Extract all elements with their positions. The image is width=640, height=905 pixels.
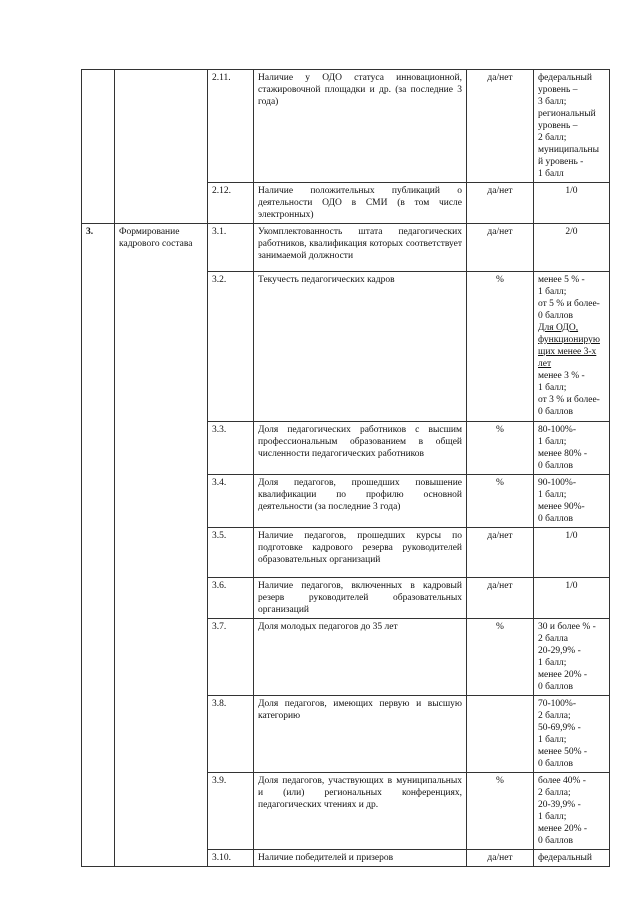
table-row [82, 224, 610, 272]
score-line: 80-100%- [538, 425, 576, 435]
unit-cell: % [467, 475, 534, 528]
score-line: 90-100%- [538, 478, 576, 488]
unit-cell: да/нет [467, 528, 534, 578]
score-line: менее 80% - [538, 449, 588, 459]
score-cell: 1/0 [534, 528, 610, 578]
unit-cell: % [467, 422, 534, 475]
score-cell: федеральный [534, 850, 610, 867]
item-number: 3.7. [208, 619, 254, 696]
score-line: от 3 % и более- [538, 395, 600, 405]
item-number: 3.3. [208, 422, 254, 475]
score-line: 3 балл; [538, 97, 567, 107]
score-line: 2 балла; [538, 788, 571, 798]
section-number: 3. [82, 224, 115, 867]
score-line: 30 и более % - [538, 622, 596, 632]
score-line: 2 балл; [538, 133, 567, 143]
score-line: 1 балл; [538, 658, 567, 668]
indicator-text: Наличие положительных публикаций о деятельности ОДО в СМИ (в том числе электронных) [254, 183, 467, 224]
indicator-text: Доля педагогических работников с высшим профессиональным образованием в общей численности педагогических работников [254, 422, 467, 475]
item-number: 2.11. [208, 70, 254, 183]
score-line: 1 балл [538, 169, 564, 179]
score-line: 0 баллов [538, 461, 573, 471]
indicator-text: Наличие педагогов, включенных в кадровый резерв руководителей образовательных организаций [254, 578, 467, 619]
item-number: 3.5. [208, 528, 254, 578]
table-row [82, 70, 610, 183]
score-line: 0 баллов [538, 759, 573, 769]
section-name-cell [115, 70, 208, 224]
score-line: 20-29,9% - [538, 646, 581, 656]
score-cell [534, 619, 610, 696]
unit-cell: да/нет [467, 70, 534, 183]
score-note-underlined: Для ОДО, функционирую щих менее 3-х лет [538, 323, 600, 369]
score-cell: 2/0 [534, 224, 610, 272]
indicator-text: Доля педагогов, участвующих в муниципальных и (или) региональных конференциях, педагогических чтениях и др. [254, 773, 467, 850]
score-cell [534, 475, 610, 528]
indicator-text: Доля педагогов, прошедших повышение квалификации по профилю основной деятельности (за последние 3 года) [254, 475, 467, 528]
score-line: 1 балл; [538, 735, 567, 745]
unit-cell: да/нет [467, 224, 534, 272]
score-cell [534, 272, 610, 422]
item-number: 2.12. [208, 183, 254, 224]
score-line: 1 балл; [538, 437, 567, 447]
score-line: менее 50% - [538, 747, 588, 757]
score-cell: 1/0 [534, 578, 610, 619]
score-line: 0 баллов [538, 311, 573, 321]
score-line: 50-69,9% - [538, 723, 581, 733]
section-number-cell [82, 70, 115, 224]
score-line: муниципальны [538, 145, 600, 155]
score-cell [534, 696, 610, 773]
item-number: 3.2. [208, 272, 254, 422]
score-line: 2 балла; [538, 711, 571, 721]
score-line: менее 20% - [538, 824, 588, 834]
item-number: 3.1. [208, 224, 254, 272]
score-line: менее 20% - [538, 670, 588, 680]
score-line: 2 балла [538, 634, 568, 644]
score-line: 1 балл; [538, 287, 567, 297]
score-cell [534, 422, 610, 475]
indicator-text: Доля молодых педагогов до 35 лет [254, 619, 467, 696]
unit-cell: да/нет [467, 578, 534, 619]
unit-cell: да/нет [467, 183, 534, 224]
score-cell [534, 70, 610, 183]
item-number: 3.4. [208, 475, 254, 528]
indicator-text: Текучесть педагогических кадров [254, 272, 467, 422]
item-number: 3.8. [208, 696, 254, 773]
unit-cell [467, 696, 534, 773]
unit-cell: да/нет [467, 850, 534, 867]
indicator-text: Наличие победителей и призеров [254, 850, 467, 867]
score-line: более 40% - [538, 776, 586, 786]
score-cell [534, 773, 610, 850]
score-line: 1 балл; [538, 490, 567, 500]
score-line: 0 баллов [538, 407, 573, 417]
criteria-table [81, 69, 610, 867]
score-line: уровень – [538, 85, 578, 95]
score-line: менее 90%- [538, 502, 585, 512]
score-line: 20-39,9% - [538, 800, 581, 810]
unit-cell: % [467, 619, 534, 696]
score-line: уровень – [538, 121, 578, 131]
indicator-text: Доля педагогов, имеющих первую и высшую категорию [254, 696, 467, 773]
unit-cell: % [467, 272, 534, 422]
score-line: региональный [538, 109, 596, 119]
item-number: 3.9. [208, 773, 254, 850]
score-line: 1 балл; [538, 812, 567, 822]
score-line: менее 5 % - [538, 275, 585, 285]
indicator-text: Укомплектованность штата педагогических работников, квалификация которых соответствует занимаемой должности [254, 224, 467, 272]
score-line: 70-100%- [538, 699, 576, 709]
score-line: й уровень - [538, 157, 584, 167]
score-line: 1 балл; [538, 383, 567, 393]
indicator-text: Наличие у ОДО статуса инновационной, стажировочной площадки и др. (за последние 3 года) [254, 70, 467, 183]
item-number: 3.10. [208, 850, 254, 867]
indicator-text: Наличие педагогов, прошедших курсы по подготовке кадрового резерва руководителей образовательных организаций [254, 528, 467, 578]
section-name: Формирование кадрового состава [115, 224, 208, 867]
unit-cell: % [467, 773, 534, 850]
score-line: менее 3 % - [538, 371, 585, 381]
score-line: от 5 % и более- [538, 299, 600, 309]
score-line: 0 баллов [538, 682, 573, 692]
score-line: федеральный [538, 73, 592, 83]
score-line: 0 баллов [538, 836, 573, 846]
item-number: 3.6. [208, 578, 254, 619]
score-line: 0 баллов [538, 514, 573, 524]
score-cell: 1/0 [534, 183, 610, 224]
